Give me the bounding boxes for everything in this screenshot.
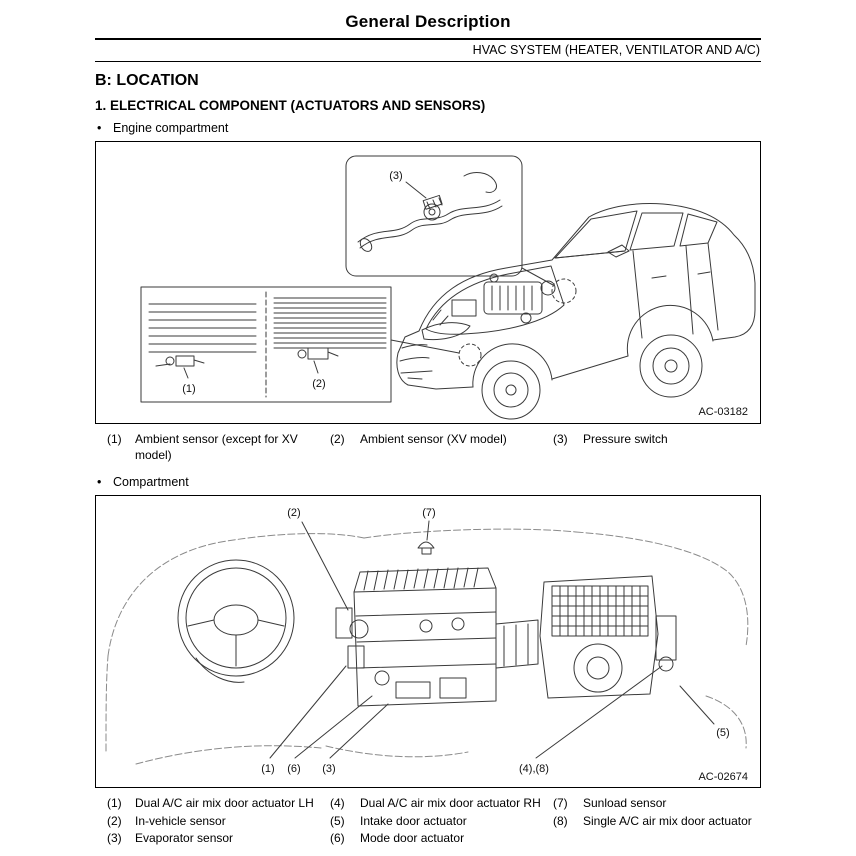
inset-ambient-sensors	[141, 287, 391, 402]
legend-num: (3)	[107, 831, 122, 846]
car-outline	[397, 204, 755, 419]
callout-label-1: (1)	[182, 383, 196, 395]
legend-label: Sunload sensor	[583, 796, 667, 811]
legend-num: (6)	[330, 831, 345, 846]
callout-label-3: (3)	[322, 763, 336, 776]
bullet-label: Engine compartment	[113, 121, 229, 135]
page-subtitle: HVAC SYSTEM (HEATER, VENTILATOR AND A/C)	[472, 43, 760, 57]
callout-circle-ambient-sensor	[459, 344, 481, 366]
engine-compartment-illustration	[96, 142, 760, 423]
bullet-label: Compartment	[113, 475, 189, 490]
legend-num: (4)	[330, 796, 345, 811]
heater-unit	[336, 568, 496, 706]
legend-num: (8)	[553, 813, 568, 828]
legend-label: Single A/C air mix door actuator	[583, 813, 752, 828]
section-title: B: LOCATION	[95, 72, 199, 89]
sunload-sensor	[418, 542, 434, 554]
dashboard-contour	[106, 529, 748, 764]
legend-num: (1)	[107, 796, 122, 811]
callout-label-7: (7)	[422, 507, 436, 520]
figure-code: AC-02674	[698, 771, 748, 784]
callout-label-2: (2)	[312, 378, 326, 390]
connecting-duct	[496, 620, 538, 668]
figure-compartment	[95, 495, 761, 788]
legend-num: (2)	[107, 813, 122, 828]
legend-label: Mode door actuator	[360, 831, 465, 846]
legend-num: (7)	[553, 796, 568, 811]
legend-label: Evaporator sensor	[135, 831, 234, 846]
legend-label: In-vehicle sensor	[135, 813, 226, 828]
bullet-engine-compartment	[95, 121, 761, 135]
subsection-title: 1. ELECTRICAL COMPONENT (ACTUATORS AND SENSORS)	[95, 98, 486, 113]
legend-label: Dual A/C air mix door actuator RH	[360, 796, 541, 811]
callout-label-3: (3)	[389, 170, 403, 182]
legend-label: Pressure switch	[583, 432, 668, 446]
callout-label-5: (5)	[716, 727, 730, 740]
figure-engine-compartment	[95, 141, 761, 424]
callout-circle-pressure-switch	[552, 279, 576, 303]
legend-label: Intake door actuator	[360, 813, 467, 828]
callout-label-6: (6)	[287, 763, 301, 776]
legend-label: Dual A/C air mix door actuator LH	[135, 796, 314, 811]
legend-num: (5)	[330, 813, 345, 828]
compartment-illustration	[96, 496, 760, 787]
page-title: General Description	[345, 12, 511, 31]
bullet-glyph: •	[97, 121, 102, 135]
figure-code: AC-03182	[698, 406, 748, 418]
leader-lines	[270, 521, 714, 758]
legend-num: (3)	[553, 432, 568, 446]
callout-label-1: (1)	[261, 763, 275, 776]
blower-unit	[540, 576, 676, 698]
callout-label-2: (2)	[287, 507, 301, 520]
bullet-glyph: •	[97, 475, 102, 490]
callout-label-4-8: (4),(8)	[519, 763, 549, 776]
legend-num: (2)	[330, 432, 345, 446]
bullet-compartment	[95, 475, 761, 489]
legend-label: Ambient sensor (XV model)	[360, 432, 507, 446]
engine-legend	[107, 432, 761, 463]
header-rule-bottom	[95, 61, 761, 62]
legend-num: (1)	[107, 432, 122, 446]
compartment-legend	[107, 796, 761, 847]
steering-wheel	[178, 560, 294, 682]
legend-label: Ambient sensor (except for XV model)	[135, 432, 298, 462]
inset-pressure-switch	[346, 156, 522, 276]
